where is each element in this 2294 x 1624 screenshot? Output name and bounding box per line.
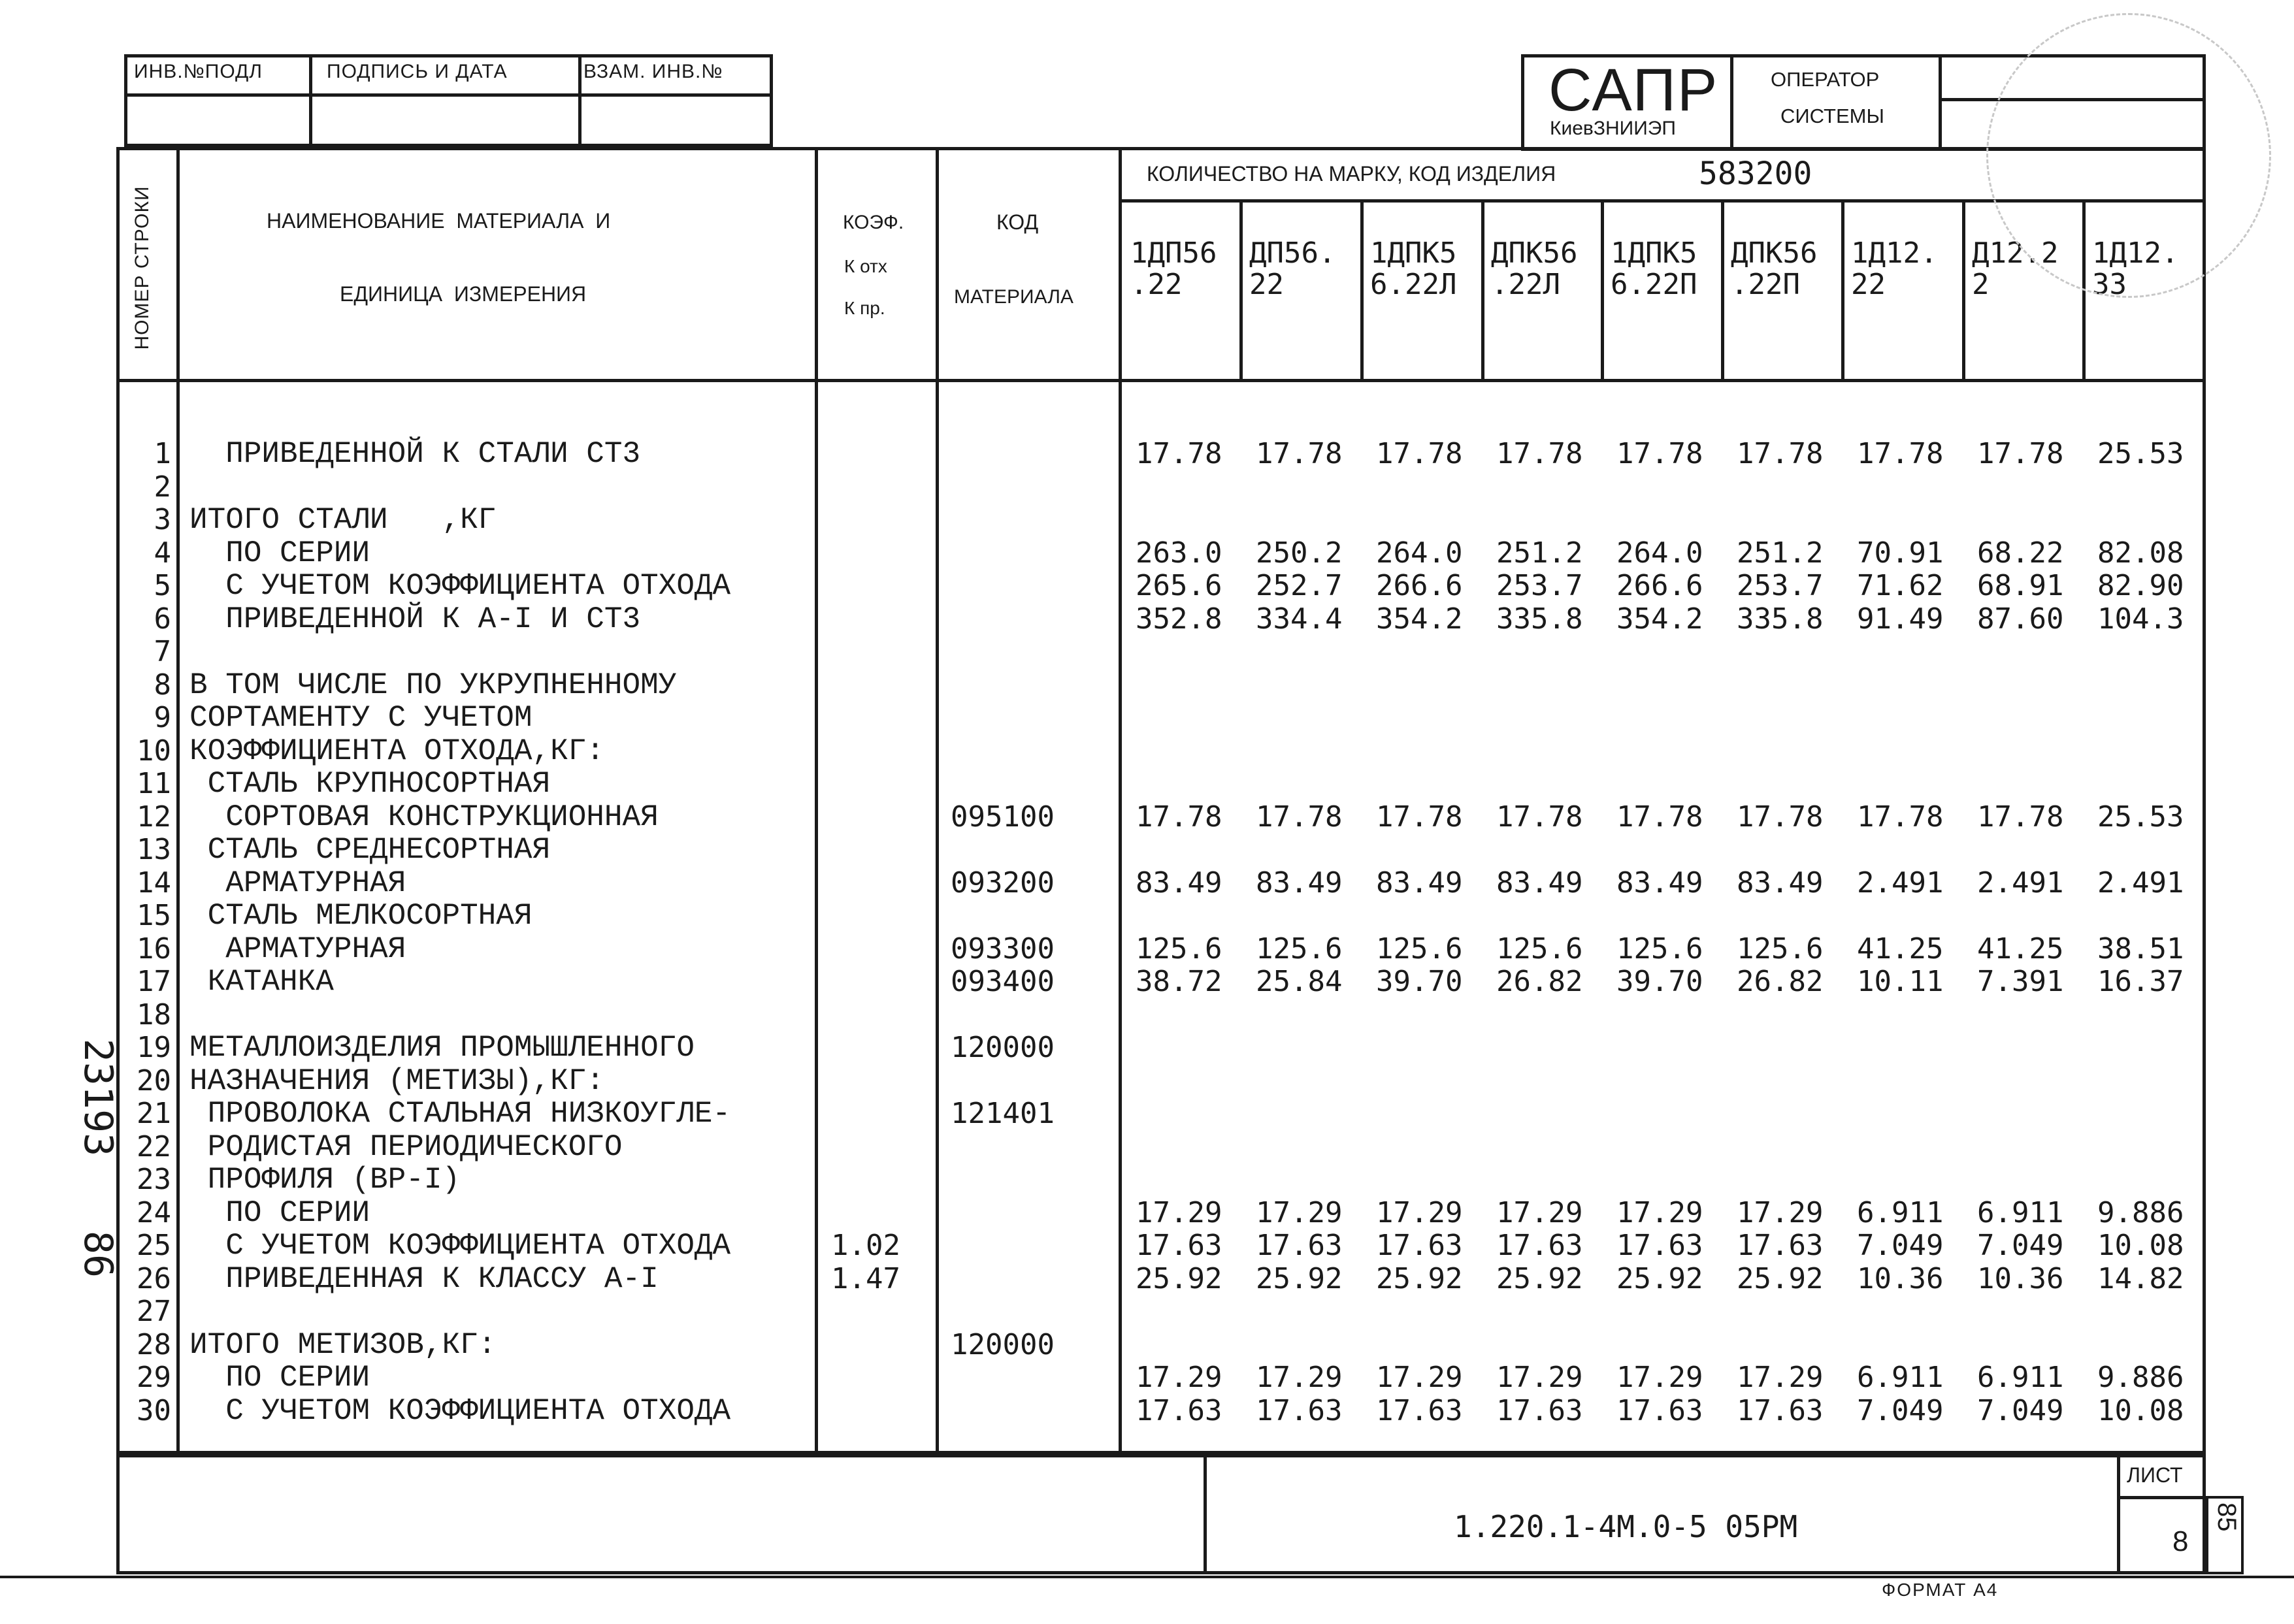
quantity-value: 68.91 — [1977, 569, 2064, 602]
quantity-value: 334.4 — [1256, 602, 1343, 636]
coef-header-2: К отх — [844, 256, 887, 276]
quantity-value: 39.70 — [1616, 965, 1703, 998]
document-code: 1.220.1-4М.0-5 05РМ — [1454, 1509, 1798, 1544]
side-archive-number: 23193 — [75, 1038, 121, 1157]
row-number: 13 — [137, 833, 171, 866]
row-number: 29 — [137, 1361, 171, 1394]
material-name: ПРИВЕДЕННОЙ К СТАЛИ СТ3 — [189, 437, 641, 471]
row-number: 27 — [137, 1295, 171, 1328]
material-header-2: ЕДИНИЦА ИЗМЕРЕНИЯ — [340, 282, 587, 306]
row-number: 9 — [154, 701, 171, 734]
quantity-value: 17.29 — [1737, 1196, 1824, 1229]
quantity-value: 17.78 — [1977, 800, 2064, 834]
row-number: 1 — [154, 437, 171, 470]
material-name: АРМАТУРНАЯ — [189, 932, 406, 966]
row-number: 21 — [137, 1097, 171, 1130]
quantity-value: 251.2 — [1496, 536, 1583, 570]
quantity-value: 17.78 — [1977, 437, 2064, 470]
code-header-1: КОД — [996, 210, 1039, 234]
product-column-header: 1Д12. — [1851, 236, 1938, 270]
quantity-value: 17.29 — [1256, 1196, 1343, 1229]
quantity-value: 9.886 — [2097, 1196, 2184, 1229]
row-number: 12 — [137, 800, 171, 834]
material-name: СТАЛЬ МЕЛКОСОРТНАЯ — [189, 899, 533, 933]
quantity-value: 10.08 — [2097, 1394, 2184, 1427]
quantity-value: 253.7 — [1496, 569, 1583, 602]
quantity-value: 87.60 — [1977, 602, 2064, 636]
quantity-value: 10.11 — [1857, 965, 1944, 998]
quantity-value: 17.78 — [1496, 800, 1583, 834]
quantity-value: 17.29 — [1616, 1196, 1703, 1229]
quantity-value: 41.25 — [1977, 932, 2064, 966]
material-name: СТАЛЬ СРЕДНЕСОРТНАЯ — [189, 833, 551, 867]
quantity-value: 125.6 — [1136, 932, 1222, 966]
quantity-value: 7.049 — [1857, 1394, 1944, 1427]
quantity-value: 25.92 — [1376, 1262, 1463, 1295]
quantity-value: 17.78 — [1737, 437, 1824, 470]
material-code: 120000 — [951, 1031, 1055, 1064]
quantity-value: 252.7 — [1256, 569, 1343, 602]
row-number: 19 — [137, 1031, 171, 1064]
product-column-header-line2: 33 — [2092, 268, 2127, 301]
product-column-header-line2: 6.22Л — [1370, 268, 1457, 301]
row-number: 15 — [137, 899, 171, 932]
quantity-value: 266.6 — [1616, 569, 1703, 602]
quantity-value: 38.72 — [1136, 965, 1222, 998]
row-number: 14 — [137, 866, 171, 900]
inv-podl-label: ИНВ.№ПОДЛ — [134, 61, 263, 82]
sapr-org: КиевЗНИИЭП — [1550, 118, 1676, 139]
product-column-header: 1ДПК5 — [1370, 236, 1457, 270]
quantity-value: 83.49 — [1616, 866, 1703, 900]
format-label: ФОРМАТ А4 — [1882, 1580, 1999, 1600]
material-name: КОЭФФИЦИЕНТА ОТХОДА,КГ: — [189, 734, 604, 768]
row-number: 18 — [137, 998, 171, 1031]
quantity-value: 17.29 — [1136, 1196, 1222, 1229]
quantity-value: 17.29 — [1376, 1196, 1463, 1229]
material-name: КАТАНКА — [189, 965, 334, 999]
quantity-value: 17.63 — [1256, 1394, 1343, 1427]
quantity-value: 70.91 — [1857, 536, 1944, 570]
quantity-value: 25.92 — [1496, 1262, 1583, 1295]
product-column-header: 1ДПК5 — [1611, 236, 1697, 270]
quantity-value: 16.37 — [2097, 965, 2184, 998]
quantity-value: 17.63 — [1616, 1229, 1703, 1262]
quantity-value: 83.49 — [1737, 866, 1824, 900]
quantity-value: 6.911 — [1977, 1196, 2064, 1229]
material-code: 120000 — [951, 1328, 1055, 1361]
material-name: ИТОГО СТАЛИ ,КГ — [189, 503, 497, 537]
round-stamp — [1986, 13, 2271, 301]
coef-header-3: К пр. — [844, 298, 885, 318]
material-name: ПРИВЕДЕННОЙ К А-I И СТ3 — [189, 602, 641, 636]
quantity-value: 17.78 — [1136, 437, 1222, 470]
material-name: ИТОГО МЕТИЗОВ,КГ: — [189, 1328, 497, 1362]
page-corner-number: 85 — [2212, 1502, 2241, 1532]
quantity-value: 17.29 — [1496, 1196, 1583, 1229]
product-column-header: ДПК56 — [1491, 236, 1578, 270]
material-name: СТАЛЬ КРУПНОСОРТНАЯ — [189, 767, 551, 801]
side-archive-suffix: 86 — [75, 1230, 121, 1278]
quantity-value: 25.92 — [1616, 1262, 1703, 1295]
quantity-value: 26.82 — [1496, 965, 1583, 998]
quantity-value: 352.8 — [1136, 602, 1222, 636]
quantity-value: 125.6 — [1616, 932, 1703, 966]
row-number: 25 — [137, 1229, 171, 1262]
row-number: 28 — [137, 1328, 171, 1361]
quantity-value: 2.491 — [1977, 866, 2064, 900]
quantity-value: 17.29 — [1616, 1361, 1703, 1394]
quantity-value: 17.78 — [1857, 800, 1944, 834]
quantity-value: 7.049 — [1977, 1394, 2064, 1427]
quantity-value: 264.0 — [1616, 536, 1703, 570]
material-name: АРМАТУРНАЯ — [189, 866, 406, 900]
quantity-value: 17.63 — [1737, 1394, 1824, 1427]
material-name: ПРОФИЛЯ (ВР-I) — [189, 1163, 461, 1197]
quantity-value: 253.7 — [1737, 569, 1824, 602]
quantity-value: 7.391 — [1977, 965, 2064, 998]
quantity-value: 26.82 — [1737, 965, 1824, 998]
material-name: ПРИВЕДЕННАЯ К КЛАССУ А-I — [189, 1262, 659, 1296]
quantity-value: 17.63 — [1136, 1394, 1222, 1427]
quantity-value: 83.49 — [1136, 866, 1222, 900]
operator-label-1: ОПЕРАТОР — [1771, 68, 1880, 91]
quantity-value: 82.90 — [2097, 569, 2184, 602]
quantity-value: 264.0 — [1376, 536, 1463, 570]
material-code: 093400 — [951, 965, 1055, 998]
quantity-value: 17.29 — [1496, 1361, 1583, 1394]
row-number: 6 — [154, 602, 171, 636]
quantity-value: 17.78 — [1496, 437, 1583, 470]
quantity-value: 6.911 — [1977, 1361, 2064, 1394]
quantity-value: 17.63 — [1496, 1394, 1583, 1427]
row-number: 7 — [154, 635, 171, 668]
material-name: РОДИСТАЯ ПЕРИОДИЧЕСКОГО — [189, 1130, 623, 1164]
material-code: 095100 — [951, 800, 1055, 834]
row-number: 20 — [137, 1064, 171, 1097]
quantity-value: 125.6 — [1496, 932, 1583, 966]
footer-frame — [116, 1454, 2206, 1574]
row-number: 22 — [137, 1130, 171, 1163]
quantity-value: 17.63 — [1256, 1229, 1343, 1262]
quantity-value: 354.2 — [1376, 602, 1463, 636]
material-name: С УЧЕТОМ КОЭФФИЦИЕНТА ОТХОДА — [189, 1394, 731, 1428]
quantity-value: 17.78 — [1616, 437, 1703, 470]
quantity-value: 335.8 — [1737, 602, 1824, 636]
quantity-value: 2.491 — [2097, 866, 2184, 900]
material-header-1: НАИМЕНОВАНИЕ МАТЕРИАЛА И — [267, 209, 611, 233]
product-column-header: 1Д12. — [2092, 236, 2179, 270]
material-name: ПРОВОЛОКА СТАЛЬНАЯ НИЗКОУГЛЕ- — [189, 1097, 731, 1131]
quantity-value: 17.63 — [1136, 1229, 1222, 1262]
quantity-value: 17.78 — [1136, 800, 1222, 834]
row-number: 4 — [154, 536, 171, 570]
quantity-value: 265.6 — [1136, 569, 1222, 602]
row-number: 3 — [154, 503, 171, 536]
quantity-value: 7.049 — [1857, 1229, 1944, 1262]
quantity-value: 104.3 — [2097, 602, 2184, 636]
row-number: 11 — [137, 767, 171, 800]
material-name: С УЧЕТОМ КОЭФФИЦИЕНТА ОТХОДА — [189, 1229, 731, 1263]
row-number: 8 — [154, 668, 171, 702]
qty-header: КОЛИЧЕСТВО НА МАРКУ, КОД ИЗДЕЛИЯ — [1147, 162, 1556, 186]
material-name: В ТОМ ЧИСЛЕ ПО УКРУПНЕННОМУ — [189, 668, 677, 702]
quantity-value: 354.2 — [1616, 602, 1703, 636]
quantity-value: 17.63 — [1376, 1229, 1463, 1262]
quantity-value: 10.36 — [1977, 1262, 2064, 1295]
row-number: 10 — [137, 734, 171, 768]
material-name: МЕТАЛЛОИЗДЕЛИЯ ПРОМЫШЛЕННОГО — [189, 1031, 695, 1065]
product-column-header: 1ДП56 — [1130, 236, 1217, 270]
quantity-value: 17.78 — [1376, 437, 1463, 470]
quantity-value: 250.2 — [1256, 536, 1343, 570]
quantity-value: 17.29 — [1136, 1361, 1222, 1394]
operator-label-2: СИСТЕМЫ — [1780, 105, 1884, 127]
replacement-inv-label: ВЗАМ. ИНВ.№ — [583, 61, 723, 82]
row-number: 30 — [137, 1394, 171, 1427]
quantity-value: 266.6 — [1376, 569, 1463, 602]
row-number: 5 — [154, 569, 171, 602]
quantity-value: 263.0 — [1136, 536, 1222, 570]
quantity-value: 9.886 — [2097, 1361, 2184, 1394]
material-code: 093200 — [951, 866, 1055, 900]
quantity-value: 91.49 — [1857, 602, 1944, 636]
signature-date-label: ПОДПИСЬ И ДАТА — [327, 61, 508, 82]
row-number: 17 — [137, 965, 171, 998]
sheet-label: ЛИСТ — [2127, 1463, 2183, 1487]
product-column-header-line2: 22 — [1249, 268, 1284, 301]
sapr-title: САПР — [1548, 57, 1719, 123]
quantity-value: 335.8 — [1496, 602, 1583, 636]
product-column-header-line2: 6.22П — [1611, 268, 1697, 301]
coefficient: 1.02 — [831, 1229, 900, 1262]
row-number: 16 — [137, 932, 171, 966]
quantity-value: 17.63 — [1496, 1229, 1583, 1262]
product-column-header: Д12.2 — [1972, 236, 2059, 270]
quantity-value: 251.2 — [1737, 536, 1824, 570]
row-number: 2 — [154, 470, 171, 504]
row-number: 24 — [137, 1196, 171, 1229]
quantity-value: 25.92 — [1737, 1262, 1824, 1295]
quantity-value: 10.36 — [1857, 1262, 1944, 1295]
product-column-header: ДПК56 — [1731, 236, 1818, 270]
coef-header-1: КОЭФ. — [843, 212, 904, 233]
quantity-value: 83.49 — [1256, 866, 1343, 900]
quantity-value: 17.63 — [1376, 1394, 1463, 1427]
quantity-value: 39.70 — [1376, 965, 1463, 998]
row-number: 23 — [137, 1163, 171, 1196]
quantity-value: 125.6 — [1737, 932, 1824, 966]
quantity-value: 14.82 — [2097, 1262, 2184, 1295]
quantity-value: 2.491 — [1857, 866, 1944, 900]
material-name: ПО СЕРИИ — [189, 536, 370, 570]
product-column-header: ДП56. — [1249, 236, 1336, 270]
quantity-value: 83.49 — [1376, 866, 1463, 900]
product-code: 583200 — [1699, 155, 1812, 192]
quantity-value: 25.92 — [1136, 1262, 1222, 1295]
material-code: 093300 — [951, 932, 1055, 966]
sheet-number: 8 — [2172, 1525, 2189, 1557]
quantity-value: 6.911 — [1857, 1196, 1944, 1229]
quantity-value: 25.84 — [1256, 965, 1343, 998]
quantity-value: 7.049 — [1977, 1229, 2064, 1262]
product-column-header-line2: .22П — [1731, 268, 1800, 301]
quantity-value: 125.6 — [1256, 932, 1343, 966]
quantity-value: 17.78 — [1256, 800, 1343, 834]
code-header-2: МАТЕРИАЛА — [954, 286, 1073, 308]
product-column-header-line2: 2 — [1972, 268, 1990, 301]
quantity-value: 17.78 — [1616, 800, 1703, 834]
quantity-value: 68.22 — [1977, 536, 2064, 570]
material-name: ПО СЕРИИ — [189, 1196, 370, 1230]
quantity-value: 25.53 — [2097, 437, 2184, 470]
quantity-value: 17.78 — [1376, 800, 1463, 834]
coefficient: 1.47 — [831, 1262, 900, 1295]
product-column-header-line2: 22 — [1851, 268, 1886, 301]
material-name: СОРТАМЕНТУ С УЧЕТОМ — [189, 701, 533, 735]
quantity-value: 25.92 — [1256, 1262, 1343, 1295]
quantity-value: 83.49 — [1496, 866, 1583, 900]
quantity-value: 6.911 — [1857, 1361, 1944, 1394]
quantity-value: 17.78 — [1256, 437, 1343, 470]
quantity-value: 17.78 — [1737, 800, 1824, 834]
material-name: С УЧЕТОМ КОЭФФИЦИЕНТА ОТХОДА — [189, 569, 731, 603]
quantity-value: 17.29 — [1376, 1361, 1463, 1394]
quantity-value: 125.6 — [1376, 932, 1463, 966]
material-code: 121401 — [951, 1097, 1055, 1130]
product-column-header-line2: .22 — [1130, 268, 1183, 301]
quantity-value: 71.62 — [1857, 569, 1944, 602]
quantity-value: 17.63 — [1616, 1394, 1703, 1427]
quantity-value: 82.08 — [2097, 536, 2184, 570]
quantity-value: 17.78 — [1857, 437, 1944, 470]
quantity-value: 17.29 — [1256, 1361, 1343, 1394]
material-name: НАЗНАЧЕНИЯ (МЕТИЗЫ),КГ: — [189, 1064, 604, 1098]
material-name: СОРТОВАЯ КОНСТРУКЦИОННАЯ — [189, 800, 659, 834]
quantity-value: 25.53 — [2097, 800, 2184, 834]
quantity-value: 17.29 — [1737, 1361, 1824, 1394]
quantity-value: 38.51 — [2097, 932, 2184, 966]
material-name: ПО СЕРИИ — [189, 1361, 370, 1395]
quantity-value: 10.08 — [2097, 1229, 2184, 1262]
row-number: 26 — [137, 1262, 171, 1295]
row-number-header: НОМЕР СТРОКИ — [131, 186, 153, 350]
product-column-header-line2: .22Л — [1491, 268, 1560, 301]
quantity-value: 41.25 — [1857, 932, 1944, 966]
quantity-value: 17.63 — [1737, 1229, 1824, 1262]
